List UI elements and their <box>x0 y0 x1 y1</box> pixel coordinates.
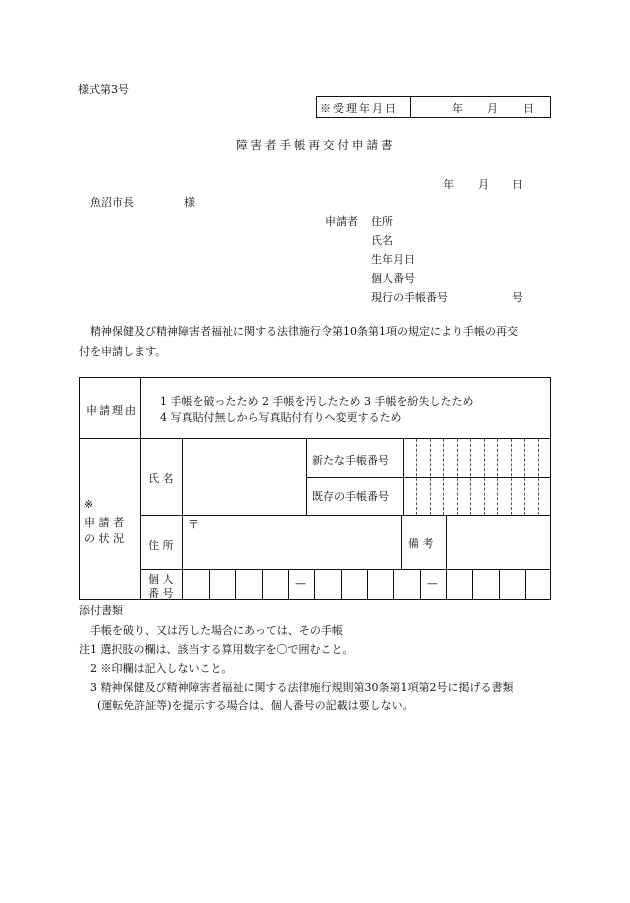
new-number-label: 新たな手帳番号 <box>312 454 389 467</box>
note-3-continued: (運転免許証等)を提示する場合は、個人番号の記載は要しない。 <box>97 699 414 712</box>
name-label: 氏 名 <box>148 472 174 485</box>
receipt-month: 月 <box>487 102 498 115</box>
body-text-line-2: 付を申請します。 <box>79 345 167 358</box>
date-month: 月 <box>478 178 489 191</box>
receipt-year: 年 <box>452 102 463 115</box>
applicant-label: 申請者 <box>325 215 358 228</box>
form-number: 様式第3号 <box>78 83 129 96</box>
receipt-label: ※受理年月日 <box>320 102 398 115</box>
status-mark: ※ <box>84 498 94 511</box>
address-label: 住 所 <box>148 539 174 552</box>
status-label-2: の 状 況 <box>84 532 124 545</box>
page-title: 障害者手帳再交付申請書 <box>236 138 396 152</box>
date-year: 年 <box>443 178 454 191</box>
attachments-item: 手帳を破り、又は汚した場合にあっては、その手帳 <box>90 624 343 637</box>
id-label-1: 個 人 <box>148 573 174 586</box>
reason-options-line-1: 1 手帳を破ったため 2 手帳を汚したため 3 手帳を紛失したため <box>160 395 474 408</box>
status-label-1: 申 請 者 <box>84 516 124 529</box>
note-1: 注1 選択肢の欄は、該当する算用数字を〇で囲むこと。 <box>79 643 354 656</box>
postal-mark: 〒 <box>188 518 199 531</box>
receipt-day: 日 <box>523 102 534 115</box>
number-suffix: 号 <box>512 291 523 304</box>
remarks-label: 備 考 <box>408 537 434 550</box>
note-2: 2 ※印欄は記入しないこと。 <box>90 662 233 675</box>
existing-number-label: 既存の手帳番号 <box>312 490 389 503</box>
applicant-address-label: 住所 <box>371 215 393 228</box>
reason-options-line-2: 4 写真貼付無しから写真貼付有りへ変更するため <box>160 411 402 424</box>
applicant-id-label: 個人番号 <box>371 272 415 285</box>
reason-label: 申請理由 <box>86 404 138 417</box>
id-separator-2: — <box>427 577 438 590</box>
id-label-2: 番 号 <box>148 587 174 600</box>
id-separator-1: — <box>295 577 306 590</box>
applicant-name-label: 氏名 <box>371 234 393 247</box>
note-3: 3 精神保健及び精神障害者福祉に関する法律施行規則第30条第1項第2号に掲げる書類 <box>90 681 514 694</box>
date-day: 日 <box>512 178 523 191</box>
attachments-heading: 添付書類 <box>79 604 123 617</box>
addressee-name: 魚沼市長 <box>90 196 134 209</box>
body-text-line-1: 精神保健及び精神障害者福祉に関する法律施行令第10条第1項の規定により手帳の再交 <box>90 325 518 338</box>
addressee-honorific: 様 <box>184 196 195 209</box>
applicant-birthdate-label: 生年月日 <box>371 253 415 266</box>
applicant-current-number-label: 現行の手帳番号 <box>371 291 448 304</box>
